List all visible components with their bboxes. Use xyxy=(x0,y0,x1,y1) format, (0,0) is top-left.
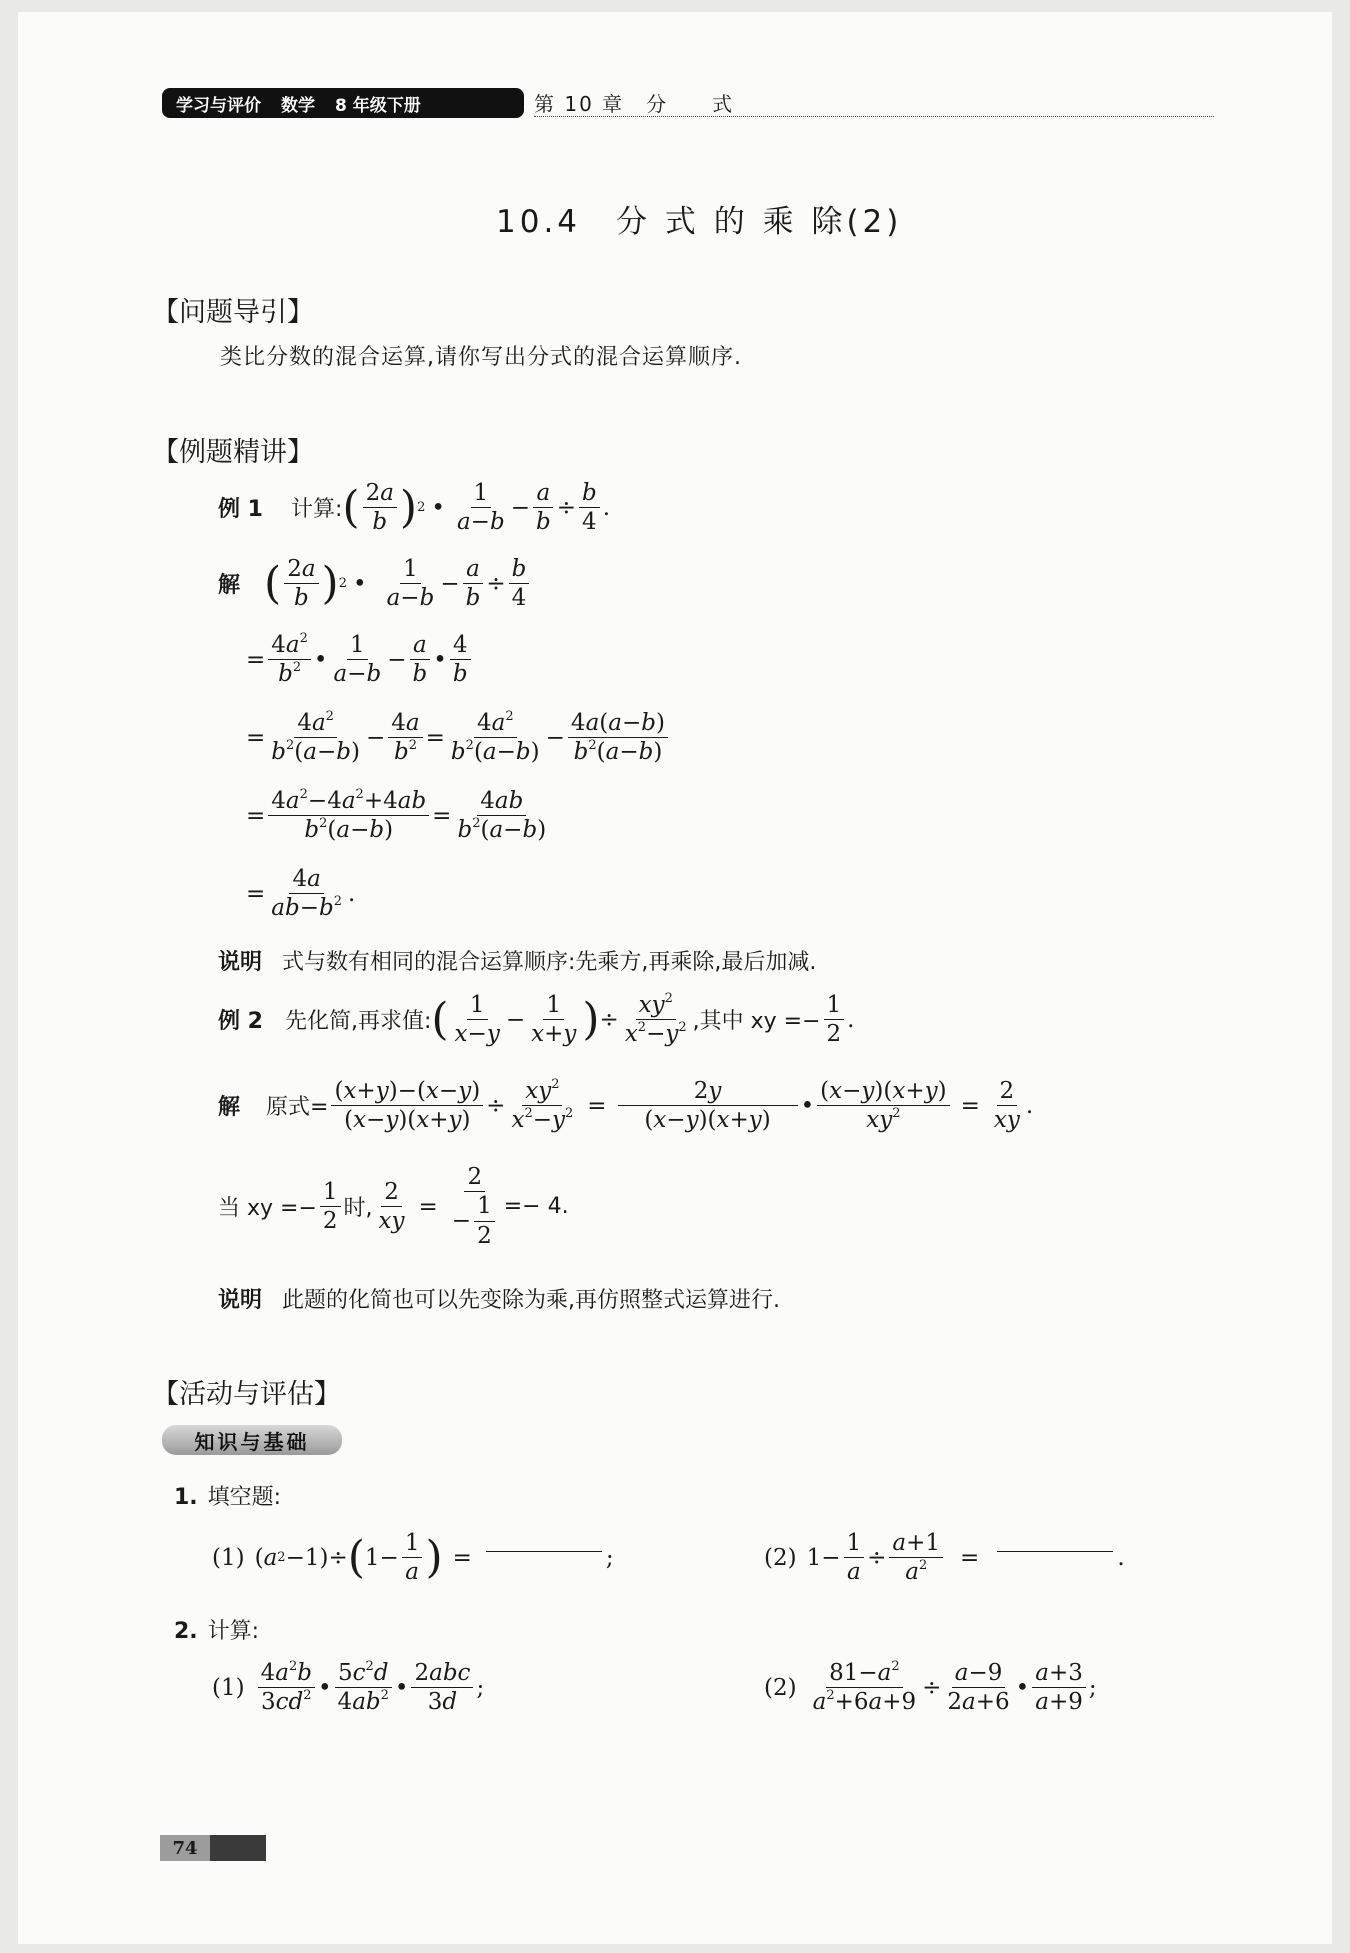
page-number-bar xyxy=(210,1835,266,1861)
answer-blank-1-2[interactable] xyxy=(997,1551,1113,1552)
solution-2-result: =− 4. xyxy=(503,1194,569,1220)
question-1-label: 1. xyxy=(174,1485,198,1510)
solution-2-label: 解 xyxy=(218,1095,241,1121)
question-2-label: 2. xyxy=(174,1619,198,1644)
question-2-1: (1) $\frac{4a^2b}{3cd^2}$ • $\frac{5c^2d}{4ab^2}$ • $\frac{\text{2abc}}{3d}$ ; xyxy=(212,1659,485,1716)
question-1-2: (2) 1− $\frac{1}{a}$ ÷ $\frac{a+1}{a^2}$ = . xyxy=(764,1530,1125,1586)
book-header-bar xyxy=(162,88,524,118)
activity-heading: 【活动与评估】 xyxy=(152,1379,341,1410)
question-2-2: (2) $\frac{81-a^2}{a^2+6a+9}$ ÷ $\frac{a-9}{2a+6}$ • $\frac{a+3}{a+9}$ ; xyxy=(764,1659,1097,1716)
subject: 数学 xyxy=(281,95,315,116)
solution-2-line-1: 解 原式= $\frac{(x+y)-(x-y)}{(x-y)(x+y)}$ ÷ $\frac{xy^2}{x^2-y^2}$ = $\frac{2y}{(x-y)(x+y)}$ • $\frac{(x-y)(x+y)}{xy^2}$ = $\frac{2}{xy}$ . xyxy=(218,1077,1034,1134)
solution-1-line-5: = $\frac{4a}{ab-b^2}$ . xyxy=(246,866,356,922)
note-1 xyxy=(218,945,816,976)
knowledge-badge: 知识与基础 xyxy=(162,1425,342,1455)
page-number: 74 xyxy=(160,1835,210,1861)
example-1: 例 1 计算: ( $\frac{2a}{b}$ ) 2 • $\frac{1}{a-b}$ − $\frac{a}{b}$ ÷ $\frac{b}{4}$ . xyxy=(218,480,611,536)
guide-text: 类比分数的混合运算,请你写出分式的混合运算顺序. xyxy=(220,345,742,370)
grade: 8 年级下册 xyxy=(335,95,421,116)
question-1 xyxy=(174,1480,281,1511)
question-1-text: 填空题: xyxy=(207,1485,282,1510)
note-2-text: 此题的化简也可以先变除为乘,再仿照整式运算进行. xyxy=(282,1288,781,1313)
chapter-header: 第 10 章 分 式 xyxy=(534,92,735,116)
question-1-1: (1) ( a 2 −1)÷ ( 1− $\frac{1}{a}$ ) = ; xyxy=(212,1530,614,1586)
solution-1-label: 解 xyxy=(218,573,241,599)
page-title: 10.4 分 式 的 乘 除(2) xyxy=(496,204,903,240)
solution-1-line-4: = $\frac{4a^2-4a^2+4ab}{b^2(a-b)}$ = $\frac{4ab}{b^2(a-b)}$ xyxy=(246,787,547,844)
question-2-1-label: (1) xyxy=(212,1674,245,1701)
note-1-label: 说明 xyxy=(218,950,263,975)
book-title: 学习与评价 xyxy=(176,95,261,116)
header-rule xyxy=(534,116,1214,117)
solution-2-when2: 时, xyxy=(343,1196,373,1222)
example-1-label: 例 1 xyxy=(218,497,263,523)
note-2-label: 说明 xyxy=(218,1288,263,1313)
example-2-condition: ,其中 xy =− xyxy=(692,1009,821,1035)
note-1-text: 式与数有相同的混合运算顺序:先乘方,再乘除,最后加减. xyxy=(282,950,817,975)
solution-2-line-2: 当 xy =− $\frac{1}{2}$ 时, $\frac{2}{xy}$ = 2 − $\frac{1}{2}$ =− 4. xyxy=(218,1164,569,1249)
solution-1-line-3: = $\frac{4a^2}{b^2(a-b)}$ − $\frac{4a}{b^2}$ = $\frac{4a^2}{b^2(a-b)}$ − $\frac{4a(a-b)}{b^2(a-b)}$ xyxy=(246,710,671,766)
answer-blank-1-1[interactable] xyxy=(486,1551,602,1552)
solution-2-prefix: 原式= xyxy=(266,1095,329,1121)
examples-heading: 【例题精讲】 xyxy=(152,437,314,468)
solution-2-when: 当 xy =− xyxy=(218,1196,317,1222)
question-1-2-label: (2) xyxy=(764,1544,797,1571)
solution-1-line-1: 解 ( $\frac{2a}{b}$ ) 2 • $\frac{1}{a-b}$ − $\frac{a}{b}$ ÷ $\frac{b}{4}$ xyxy=(218,556,532,612)
example-2-prompt: 先化简,再求值: xyxy=(284,1009,432,1035)
question-2-text: 计算: xyxy=(207,1619,260,1644)
example-1-prompt: 计算: xyxy=(290,497,343,523)
guide-heading: 【问题导引】 xyxy=(152,297,314,328)
question-2-2-label: (2) xyxy=(764,1674,797,1701)
example-2: 例 2 先化简,再求值: ( $\frac{1}{x-y}$ − $\frac{1}{x+y}$ ) ÷ $\frac{xy^2}{x^2-y^2}$ ,其中 xy =− $\frac{1}{2}$ . xyxy=(218,991,855,1048)
note-2 xyxy=(218,1283,780,1314)
question-2 xyxy=(174,1614,259,1645)
example-2-label: 例 2 xyxy=(218,1009,263,1035)
solution-1-line-2: = $\frac{4a^2}{b^2}$ • $\frac{1}{a-b}$ − $\frac{a}{b}$ • $\frac{4}{b}$ xyxy=(246,632,474,688)
question-1-1-label: (1) xyxy=(212,1544,245,1571)
